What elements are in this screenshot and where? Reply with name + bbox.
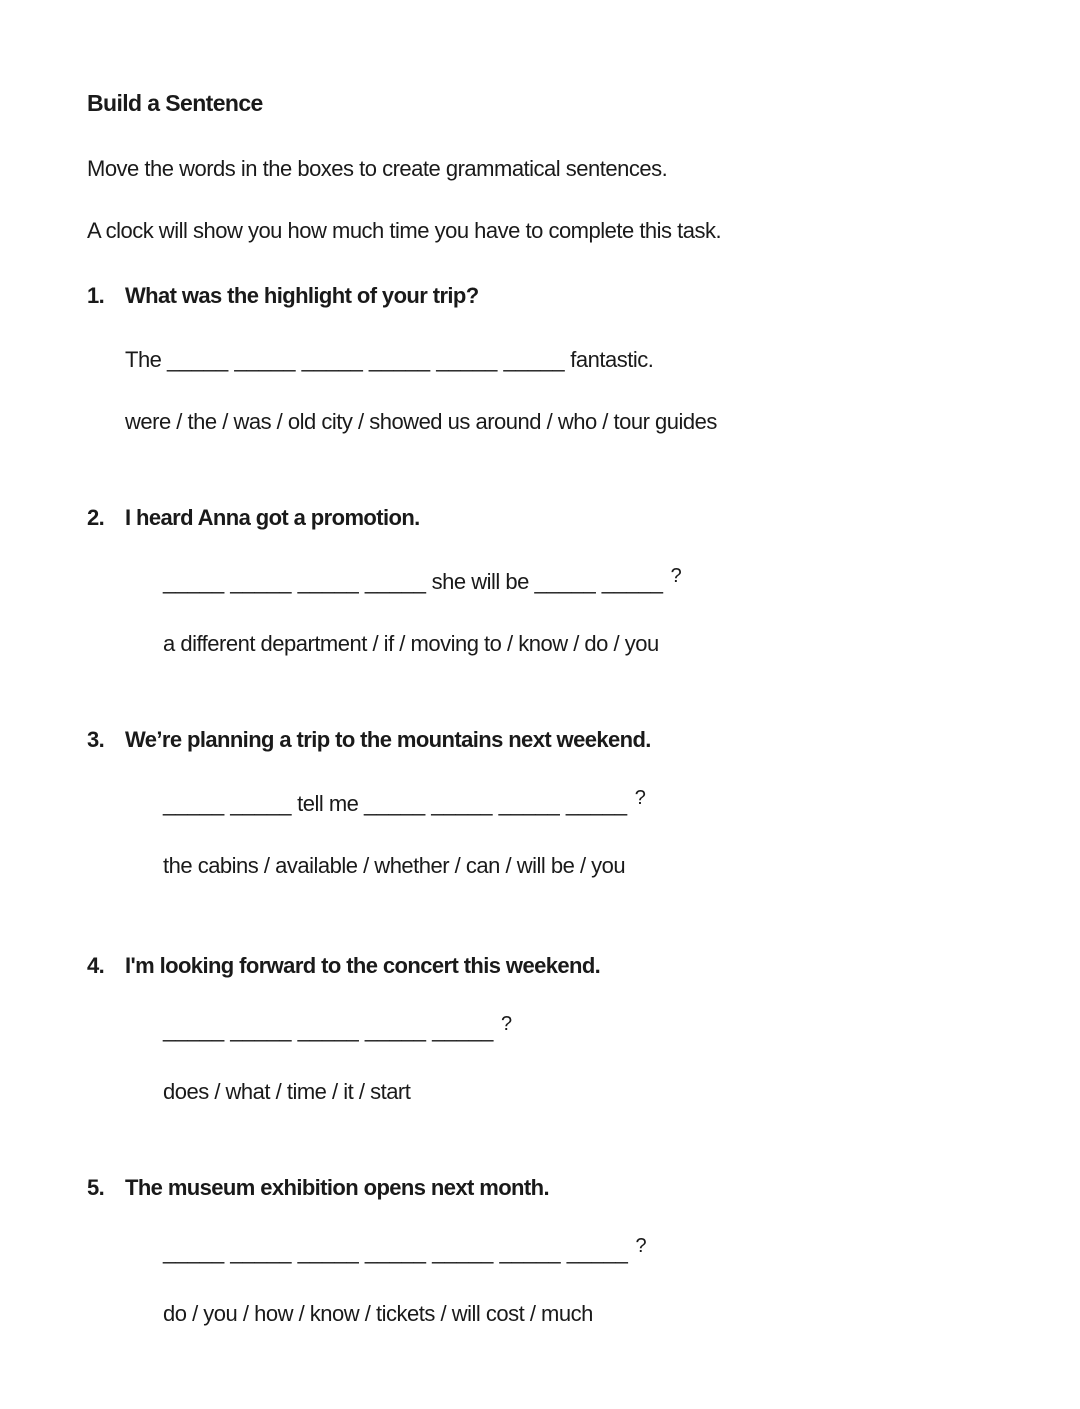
question-5-heading [87, 1175, 549, 1201]
question-3-prompt: We’re planning a trip to the mountains next weekend. [125, 727, 651, 752]
question-1-sentence-template [125, 347, 653, 373]
question-1-blanks[interactable]: _____ _____ _____ _____ _____ _____ [167, 347, 565, 372]
question-4-sentence-template [163, 1013, 512, 1043]
question-4-question-mark: ? [500, 1013, 512, 1035]
question-5-blanks[interactable]: _____ _____ _____ _____ _____ _____ _____ [163, 1239, 628, 1264]
question-5-number: 5. [87, 1175, 105, 1200]
question-5-question-mark: ? [635, 1235, 647, 1257]
question-3-number: 3. [87, 727, 105, 752]
question-2-middle-text: she will be [431, 569, 529, 594]
question-3-blanks-first[interactable]: _____ _____ [163, 791, 292, 816]
question-2-word-bank[interactable]: a different department / if / moving to / know / do / you [163, 631, 659, 656]
question-1-number: 1. [87, 283, 105, 308]
question-1-word-bank[interactable]: were / the / was / old city / showed us around / who / tour guides [125, 409, 717, 434]
question-1-heading [87, 283, 479, 309]
question-5-sentence-template [163, 1235, 647, 1265]
question-3-middle-text: tell me [297, 791, 359, 816]
question-3-word-bank[interactable]: the cabins / available / whether / can / will be / you [163, 853, 626, 878]
question-3-heading [87, 727, 651, 753]
question-3-question-mark: ? [634, 787, 646, 809]
question-2-question-mark: ? [670, 565, 682, 587]
question-5-word-bank[interactable]: do / you / how / know / tickets / will cost / much [163, 1301, 593, 1326]
question-2-prompt: I heard Anna got a promotion. [125, 505, 420, 530]
question-2-blanks-second[interactable]: _____ _____ [534, 569, 663, 594]
question-3-sentence-template [163, 787, 646, 817]
question-1-suffix: fantastic. [570, 347, 654, 372]
question-4-number: 4. [87, 953, 105, 978]
question-3-blanks-second[interactable]: _____ _____ _____ _____ [364, 791, 628, 816]
question-1-prefix: The [125, 347, 162, 372]
question-2-number: 2. [87, 505, 105, 530]
question-1-prompt: What was the highlight of your trip? [125, 283, 479, 308]
question-4-word-bank[interactable]: does / what / time / it / start [163, 1079, 411, 1104]
question-4-prompt: I'm looking forward to the concert this weekend. [125, 953, 601, 978]
question-2-blanks-first[interactable]: _____ _____ _____ _____ [163, 569, 427, 594]
question-4-heading [87, 953, 600, 979]
instruction-move-words: Move the words in the boxes to create grammatical sentences. [87, 156, 668, 181]
question-4-blanks[interactable]: _____ _____ _____ _____ _____ [163, 1017, 494, 1042]
question-5-prompt: The museum exhibition opens next month. [125, 1175, 549, 1200]
question-2-sentence-template [163, 565, 682, 595]
instruction-clock: A clock will show you how much time you have to complete this task. [87, 218, 722, 243]
page-title: Build a Sentence [87, 90, 263, 116]
question-2-heading [87, 505, 420, 531]
